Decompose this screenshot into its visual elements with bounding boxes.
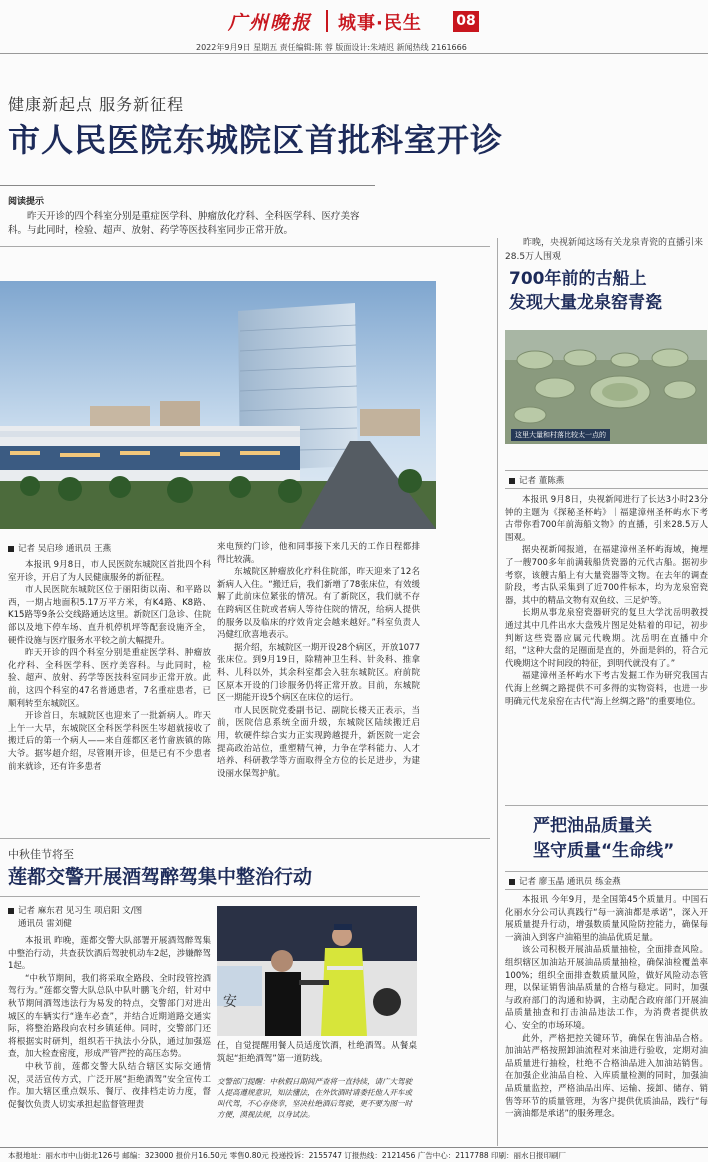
story2-column-2	[217, 1040, 417, 1065]
svg-text:安: 安	[223, 994, 237, 1010]
main-headline: 市人民医院东城院区首批科室开诊	[8, 121, 504, 159]
byline-marker-icon	[509, 478, 515, 484]
main-para: 东城院区肿瘤放化疗科住院部，昨天迎来了12名新病人入住。“搬迁后，我们新增了78张床位，有效缓解了此前床位紧张的情况。有了新院区，我们就不存在跨病区住院或者病人等待住院的情况，给病人提供的服务以及临床的疗效肯定会越来越好。”科室负责人冯健红欣喜地表示。	[217, 567, 420, 641]
traffic-police-photo	[217, 906, 417, 1036]
story3-para: 本报讯 9月8日，央视新闻进行了长达3小时23分钟的主题为《探秘圣杯屿》｜福建漳州圣杯屿水下考古带你看700年前海船文物》的直播，引来28.5万人围观。	[505, 495, 708, 543]
story2-headline: 莲都交警开展酒驾醉驾集中整治行动	[8, 866, 313, 888]
hospital-photo	[0, 281, 436, 529]
story4-top-rule	[505, 805, 708, 806]
story4-para: 本报讯 今年9月，是全国第45个质量月。中国石化丽水分公司认真践行“每一滴油都是承诺”，深入开展质量提升行动，增强数质量风险防控能力，确保每一滴油入到客户油箱里的油品优质足量。	[505, 895, 708, 943]
main-para: 开诊首日，东城院区也迎来了一批新病人。昨天上午一大早，东城院区全科医学科医生岑超就接收了搬迁后的第一个病人——来自莲都区老竹畲族镇的陈大爷。据岑超介绍，尽管刚开诊，但是已有不少患者前来就诊，还有许多患者	[8, 711, 211, 772]
main-column-2	[217, 541, 420, 780]
lead-text: 昨天开诊的四个科室分别是重症医学科、肿瘤放化疗科、全科医学科、医疗美容科。与此同时，检验、超声、放射、药学等医技科室同步正常开放。	[8, 211, 360, 236]
main-para: 据介绍，东城院区一期开设28个病区，开放1077张床位。到9月19日，除精神卫生科、针灸科、推拿科、儿科以外，其余科室都会入驻东城院区。府前院区原本开设的门诊服务仍将正常开放。目前，东城院区一期能开设5个病区在床位的运行。	[217, 642, 420, 704]
story4-byline-rule	[505, 889, 708, 890]
story3-byline-text: 记者 董陈燕	[519, 476, 565, 486]
story2-notice: 交警部门提醒：中秋假日期间严查将一直持续，请广大驾驶人提高遵规意识，知法懂法，在外饮酒时请委托他人开车或叫代驾，不心存侥幸，坚决杜绝酒后驾驶，更不要为图一时方便，漠视法规，以身试法。	[217, 1077, 412, 1119]
story3-para: 据央视新闻报道，在福建漳州圣杯屿海域，掩埋了一艘700多年前满载船货瓷器的元代古船。据初步考察，该艘古船上有大量瓷器等文物。在去年的调查阶段，考古队采集到了近700件标本，均为龙泉窑瓷器，其中的精品文物有双鱼纹、三足炉等。	[505, 545, 708, 606]
story4-headline-line2: 坚守质量“生命线”	[533, 841, 675, 861]
byline-marker-icon	[8, 908, 14, 914]
story2-para: “中秋节期间，我们将采取全路段、全时段管控酒驾行为。”莲都交警大队总队中队叶鹏飞介绍，针对中秋节期间酒驾违法行为易发的特点，交警部门对进出城区的车辆实行“逢车必查”，并结合近期道路交通实际，将整治路段向农村乡镇延伸。同时，交警部门还将根据实时研判，组织若干执法小分队，通过加强巡查，加大检查密度，形成严管严控的高压态势。	[8, 973, 211, 1060]
story2-para: 任，自觉提醒用餐人员适度饮酒，杜绝酒驾。从餐桌筑起“拒绝酒驾”第一道防线。	[217, 1041, 417, 1064]
story3-para: 长期从事龙泉窑瓷器研究的复旦大学沈岳明教授通过其中几件出水大盘残片图足处粘着的印记，初步判断这些瓷器应属元代晚期。沈岳明在直播中介绍，“这种大盘的足圈面是直的，外面是斜的，符合元代晚期这个时间段的特征，到明代就没有了。”	[505, 608, 708, 669]
masthead-rule	[0, 53, 708, 54]
main-para: 市人民医院党委副书记、副院长楼天正表示，当前，医院信息系统全面升级，东城院区陆续搬迁启用，软硬件综合实力正实现跨越提升，新医院一定会提高政治站位，重塑精气神，力争在学科能力、人才培养、科研教学等方面取得全方位的长足进步，为建设丽水保驾护航。	[217, 705, 420, 779]
story3-headline-line2: 发现大量龙泉窑青瓷	[509, 293, 662, 313]
story4-byline-text: 记者 廖玉晶 通讯员 练金燕	[519, 877, 621, 887]
story2-byline	[8, 904, 142, 916]
story3-column	[505, 494, 708, 708]
main-byline	[8, 542, 111, 554]
byline-marker-icon	[8, 546, 14, 552]
main-column-1	[8, 559, 211, 773]
main-para: 本报讯 9月8日，市人民医院东城院区首批四个科室开诊，开启了为人民健康服务的新征程。	[8, 560, 211, 583]
story2-para: 本报讯 昨晚，莲都交警大队部署开展酒驾醉驾集中整治行动，共查获饮酒后驾驶机动车2起，涉嫌醉驾1起。	[8, 936, 211, 972]
story2-para: 中秋节前，莲都交警大队结合辖区实际交通情况，灵活宣传方式，广泛开展“拒绝酒驾”安全宣传工作。加大辖区重点娱乐、餐厅、夜排档走访力度，督促餐饮负责人切实承担起监督管理责	[8, 1061, 211, 1110]
story2-column-1	[8, 935, 211, 1111]
photo-caption: 这里大量和村落比较太一点的	[511, 429, 610, 441]
main-byline-text: 记者 吴启珍 通讯员 王燕	[18, 544, 112, 554]
story3-kicker: 昨晚，央视新闻这场有关龙泉青瓷的直播引来28.5万人围观	[505, 238, 704, 262]
main-para: 来电预约门诊，他和同事接下来几天的工作日程都排得比较满。	[217, 542, 420, 565]
story4-rule	[505, 871, 708, 872]
story2-byline-text: 记者 麻东君 见习生 项启阳 文/图	[18, 906, 143, 916]
section-rule	[0, 246, 490, 247]
main-kicker: 健康新起点 服务新征程	[8, 95, 185, 114]
story4-column	[505, 894, 708, 1121]
story4-para: 此外，严格把控关键环节，确保在售油品合格。加油站严格按照卸油流程对来油进行验收，定期对油品质量进行抽检，杜绝不合格油品进入加油站销售。在加强企业油品自检、入库质量检测的同时，加强油品质量监控，严格油品出库、运输、接卸、储存、销售等环节的质量管理，为客户提供优质油品，践行“每一滴油都是承诺”的服务理念。	[505, 1033, 708, 1120]
story2-sub-rule	[0, 896, 420, 897]
page-number: 08	[453, 11, 479, 32]
byline-marker-icon	[509, 879, 515, 885]
edition-info: 2022年9月9日 星期五 责任编辑:陈 蓉 版面设计:朱靖迟 新闻热线 2161666	[196, 43, 467, 52]
story2-rule	[0, 838, 490, 839]
main-para: 市人民医院东城院区位于丽阳街以南、和平路以西，一期占地面积5.17万平方米，有K4路、K8路、K15路等9条公交线路通达这里。新院区门急诊、住院部以及地下停车场、直升机停机坪等配套设施齐全，硬件设施与医疗服务水平较之前大幅提升。	[8, 585, 211, 646]
lead-label: 阅读提示	[8, 197, 45, 207]
story3-byline	[509, 474, 564, 486]
story3-rule	[505, 470, 708, 471]
newspaper-logo: 广州晚报	[228, 12, 313, 34]
story2-byline-2: 通讯员 雷刘健	[18, 919, 72, 929]
story3-headline-line1: 700年前的古船上	[509, 269, 647, 289]
footer-info: 本报地址：丽水市中山街北126号 邮编：323000 报价月16.50元 零售0.80元 投递投诉：2155747 订报热线：2121456 广告中心：2117788 印刷：丽水日报印刷厂	[8, 1151, 567, 1160]
lead-rule	[0, 185, 375, 186]
story3-para: 福建漳州圣杯屿水下考古发掘工作为研究我国古代海上丝绸之路提供不可多得的实物资料，也进一步明确元代龙泉窑在古代“海上丝绸之路”的重要地位。	[505, 671, 708, 707]
story4-headline-line1: 严把油品质量关	[533, 816, 652, 836]
story2-kicker: 中秋佳节将至	[8, 848, 74, 861]
story3-byline-rule	[505, 488, 708, 489]
footer-rule	[0, 1147, 708, 1148]
column-divider	[497, 238, 498, 1146]
main-para: 昨天开诊的四个科室分别是重症医学科、肿瘤放化疗科、全科医学科、医疗美容科。与此同时，检验、超声、放射、药学等医技科室同步正常开放。此前，这四个科室的47名普通患者，7名重症患者，已顺利转至东城院区。	[8, 648, 211, 709]
porcelain-photo	[505, 330, 707, 444]
masthead-divider	[326, 10, 328, 32]
story4-byline	[509, 875, 621, 887]
story4-para: 该公司积极开展油品质量抽检，全面排查风险。组织辖区加油站开展油品质量抽检，确保油检覆盖率100%；组织全面排查数质量风险，做好风险动态管理，以保证销售油品质量的合格与稳定。同时，加强与政府部门的沟通和协调，主动配合政府部门开展油品质量抽查和打击油品违法工作，为消费者提供放心、安全的市场环境。	[505, 945, 708, 1031]
section-title: 城事·民生	[338, 13, 422, 34]
